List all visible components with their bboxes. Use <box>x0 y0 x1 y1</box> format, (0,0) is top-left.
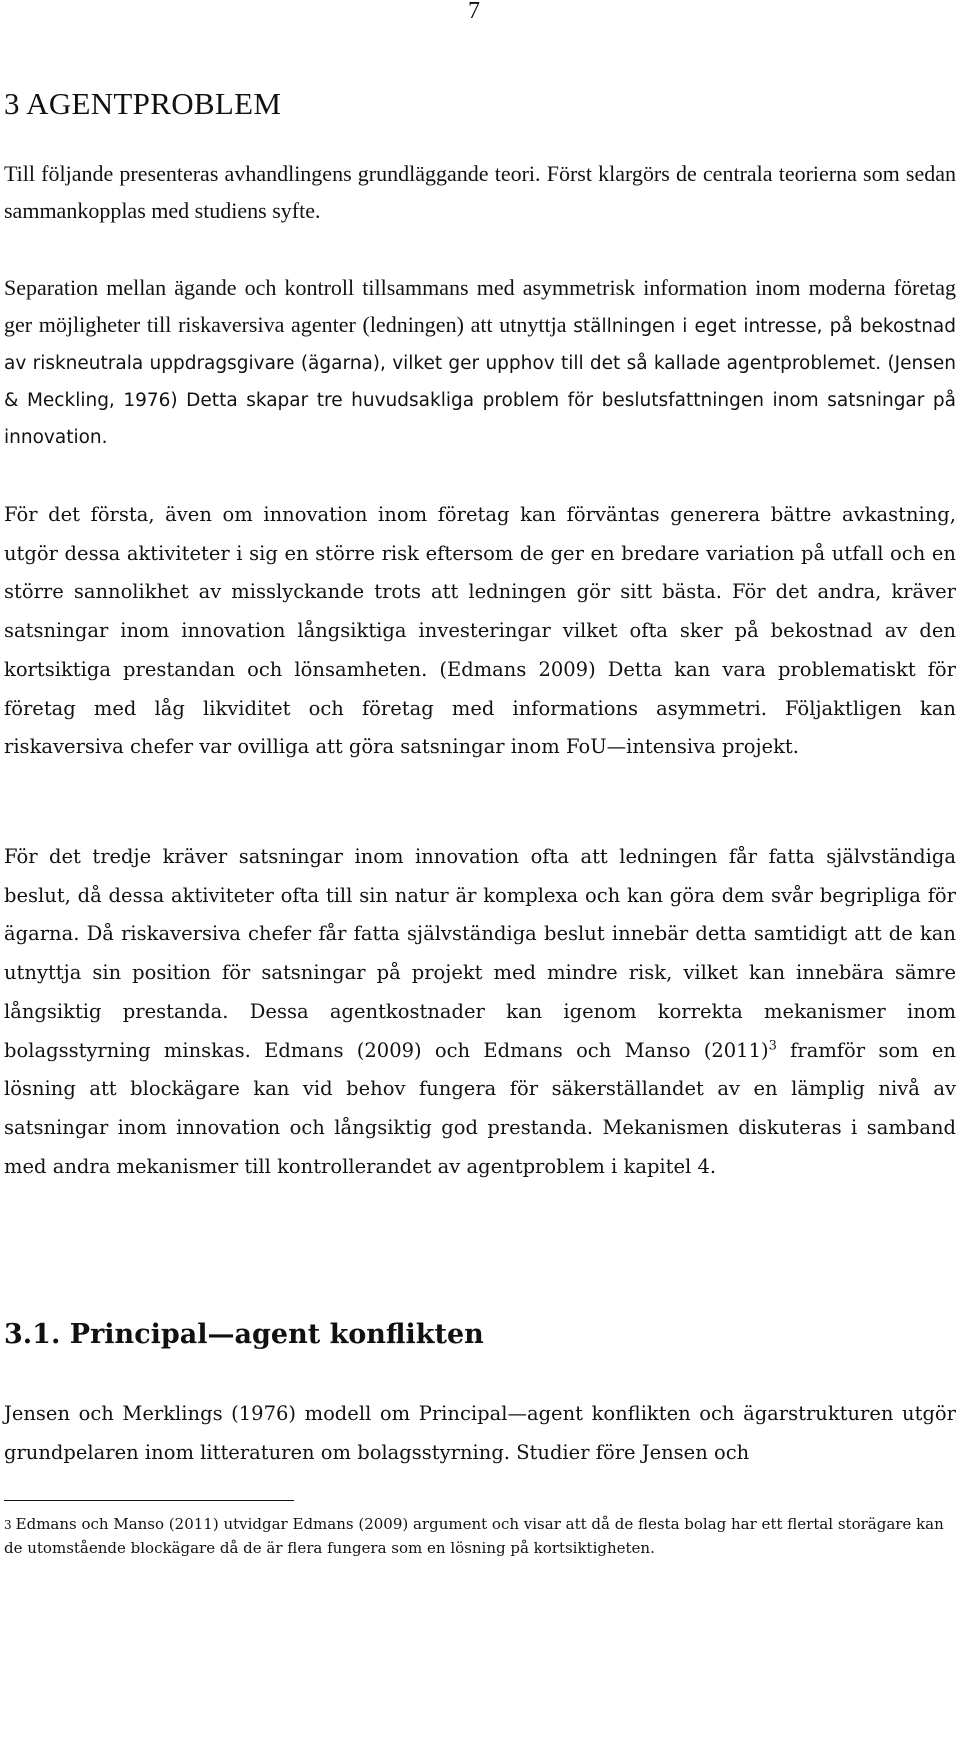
intro-paragraph: Till följande presenteras avhandlingens grundläggande teori. Först klargörs de centrala teorierna som sedan sammankopplas med studiens syfte. <box>4 161 956 223</box>
third-problem-text: För det tredje kräver satsningar inom innovation ofta att ledningen får fatta självständiga beslut, då dessa aktiviteter ofta till sin natur är komplexa och kan göra dem svår begripliga för ägarna. Då riskaversiva chefer får fatta självständiga beslut innebär detta samtidigt att de kan utnyttja sin position för satsningar på projekt med mindre risk, vilket kan innebära sämre långsiktig prestanda. Dessa agentkostnader kan igenom korrekta mekanismer inom bolagsstyrning minskas. Edmans (2009) och Edmans och Manso (2011) <box>4 845 956 1062</box>
footnote-marker: 3 <box>4 1518 12 1532</box>
principal-agent-paragraph: Jensen och Merklings (1976) modell om Principal—agent konflikten och ägarstrukturen utgör grundpelaren inom litteraturen om bolagsstyrning. Studier före Jensen och <box>4 1402 956 1464</box>
footnote <box>4 1513 956 1560</box>
third-problem-paragraph <box>4 838 956 1186</box>
subsection-heading: 3.1. Principal—agent konflikten <box>4 1319 484 1350</box>
agency-problem-paragraph-part-1: Separation mellan ägande och kontroll tillsammans med asymmetrisk information inom moderna företag ger möjligheter till riskaversiva agenter (ledningen) att utnyttja <box>4 275 956 337</box>
first-second-problem-paragraph: För det första, även om innovation inom företag kan förväntas generera bättre avkastning, utgör dessa aktiviteter i sig en större risk eftersom de ger en bredare variation på utfall och en större sannolikhet av misslyckande trots att ledningen gör sitt bästa. För det andra, kräver satsningar inom innovation långsiktiga investeringar vilket ofta sker på bekostnad av den kortsiktiga prestandan och lönsamheten. (Edmans 2009) Detta kan vara problematiskt för företag med låg likviditet och företag med informations asymmetri. Följaktligen kan riskaversiva chefer var ovilliga att göra satsningar inom FoU—intensiva projekt. <box>4 503 956 759</box>
footnote-reference: 3 <box>768 1038 777 1054</box>
footnote-divider <box>4 1500 294 1501</box>
page-number: 7 <box>468 0 480 24</box>
agency-problem-paragraph-part-2: ställningen i eget intresse, på bekostnad av riskneutrala uppdragsgivare (ägarna), vilket ger upphov till det så kallade agentproblemet. (Jensen & Meckling, 1976) Detta skapar tre huvudsakliga problem för beslutsfattningen inom satsningar på innovation. <box>4 316 956 448</box>
section-heading: 3 AGENTPROBLEM <box>4 86 282 121</box>
third-problem-text-continued: framför som en lösning att blockägare kan vid behov fungera för säkerställandet av en lämplig nivå av satsningar inom innovation och långsiktig god prestanda. Mekanismen diskuteras i samband med andra mekanismer till kontrollerandet av agentproblem i kapitel 4. <box>4 1038 956 1178</box>
agency-problem-paragraph <box>4 269 956 456</box>
footnote-text: Edmans och Manso (2011) utvidgar Edmans (2009) argument och visar att då de flesta bolag har ett flertal storägare kan de utomstående blockägare då de är flera fungera som en lösning på kortsiktigheten. <box>4 1515 944 1557</box>
